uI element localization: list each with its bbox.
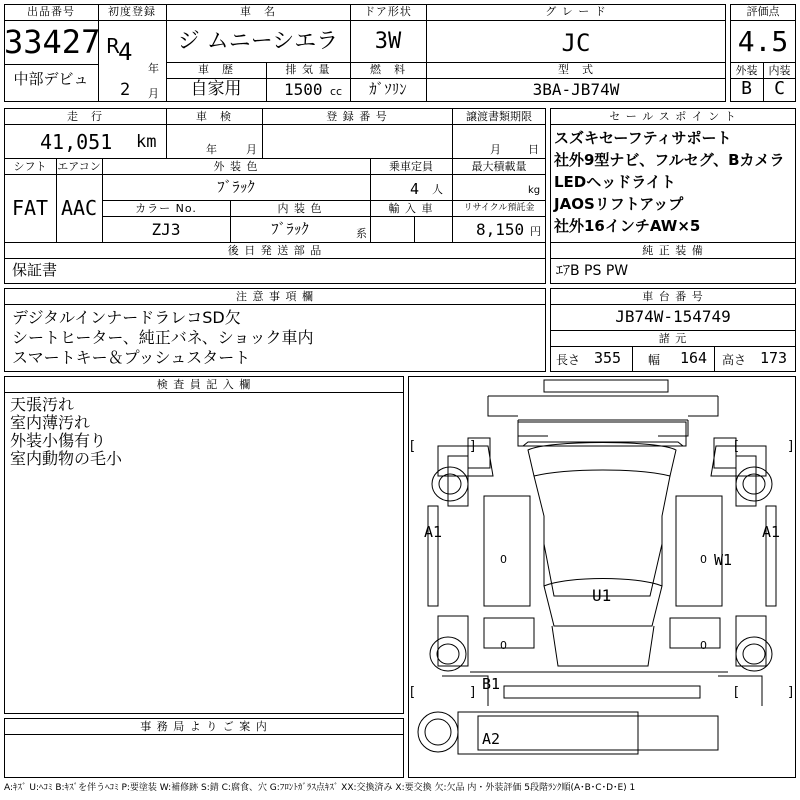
office-label: 事 務 局 よ り ご 案 内	[140, 720, 268, 733]
note-line: シートヒーター、純正バネ、ショック車内	[12, 328, 314, 347]
shift-value: FAT	[11, 196, 49, 220]
chassis-number: JB74W-154749	[615, 307, 731, 326]
chassis-label: 車 台 番 号	[642, 290, 704, 303]
interior-label: 内装	[768, 64, 791, 77]
color-no-value: ZJ3	[151, 220, 181, 239]
later-parts-label: 後 日 発 送 部 品	[227, 244, 323, 257]
svg-text:]: ]	[470, 439, 476, 454]
height-label: 高さ	[722, 353, 747, 367]
svg-text:[: [	[410, 685, 416, 700]
damage-mark-b1: B1	[482, 675, 501, 693]
history-label: 車 歴	[198, 63, 234, 76]
type-label: 型 式	[558, 63, 594, 76]
recycle-label: リサイクル預託金	[463, 203, 535, 213]
sales-points-label: セ ー ル ス ポ イ ン ト	[609, 110, 737, 123]
transfer-label: 譲渡書類期限	[466, 110, 532, 123]
capacity-unit: 人	[432, 183, 443, 196]
displacement-unit: cc	[330, 85, 343, 98]
inspection-year: 年	[206, 143, 217, 156]
year-unit: 年	[148, 62, 159, 75]
import-label: 輸 入 車	[388, 202, 434, 215]
load-label: 最大積載量	[471, 160, 527, 173]
equipment-value: ｴｱB PS PW	[556, 263, 629, 279]
transfer-day: 日	[528, 143, 539, 156]
equipment-label: 純 正 装 備	[642, 244, 704, 257]
sales-point: JAOSリフトアップ	[554, 195, 684, 213]
note-line: デジタルインナードラレコSD欠	[12, 308, 241, 327]
debut-label: 中部デビュ	[13, 70, 89, 88]
inspector-line: 室内薄汚れ	[10, 413, 91, 432]
mileage-label: 走 行	[67, 110, 103, 123]
inspector-line: 天張汚れ	[10, 395, 75, 414]
damage-mark-a1-left: A1	[424, 523, 443, 541]
aircon-value: AAC	[60, 196, 98, 220]
fuel-value: ｶﾞｿﾘﾝ	[369, 80, 407, 98]
type-value: 3BA-JB74W	[532, 80, 620, 99]
note-line: スマートキー＆プッシュスタート	[12, 348, 251, 367]
height-value: 173	[760, 349, 788, 367]
aircon-label: エアコン	[57, 160, 101, 173]
color-no-label: カラー No.	[135, 202, 197, 215]
model-name: ジ ムニーシエラ	[177, 29, 339, 54]
sales-point: 社外9型ナビ、フルセグ、Bカメラ	[554, 151, 785, 169]
width-value: 164	[680, 349, 708, 367]
damage-mark-a2: A2	[482, 730, 501, 748]
sales-point: スズキセーフティサポート	[554, 129, 732, 147]
interior-grade: C	[774, 78, 785, 99]
transfer-month: 月	[490, 143, 501, 156]
notes-label: 注 意 事 項 欄	[236, 290, 314, 303]
length-label: 長さ	[556, 353, 581, 367]
capacity-value: 4	[410, 180, 420, 198]
door-label: ドア形状	[364, 5, 412, 18]
grade-label: グ レ ー ド	[545, 5, 607, 18]
diagram-mark-zero: 0	[700, 553, 707, 566]
displacement-value: 1500	[284, 80, 323, 99]
first-reg-label: 初度登録	[108, 5, 156, 18]
length-value: 355	[594, 349, 622, 367]
mileage-unit: km	[136, 132, 157, 152]
later-parts-value: 保証書	[12, 261, 58, 279]
inspector-label: 検 査 員 記 入 欄	[156, 378, 252, 391]
shift-label: シフト	[13, 160, 47, 173]
svg-text:]: ]	[788, 439, 794, 454]
month-unit: 月	[148, 87, 159, 100]
sales-point: 社外16インチAW×5	[554, 217, 701, 235]
inspection-label: 車 検	[196, 110, 232, 123]
svg-text:[: [	[410, 439, 416, 454]
car-diagram	[408, 376, 796, 778]
inspector-line: 外装小傷有り	[10, 431, 107, 450]
color-value: ﾌﾞﾗｯｸ	[217, 178, 255, 196]
load-unit: kg	[528, 185, 541, 196]
mileage-value: 41,051	[40, 130, 113, 154]
lot-number: 33427	[4, 23, 101, 61]
damage-legend: A:ｷｽﾞ U:ﾍｺﾐ B:ｷｽﾞを伴うﾍｺﾐ P:要塗装 W:補修跡 S:錆 C:腐食、穴 G:ﾌﾛﾝﾄｶﾞﾗｽ点ｷｽﾞ XX:交換済み X:要交換 欠:欠品 内・外装評価 5段階ﾗﾝｸ順(A･B･C･D･E) 1	[4, 783, 636, 793]
inspector-line: 室内動物の毛小	[10, 449, 123, 468]
interior-color-label: 内 装 色	[277, 202, 323, 215]
history-value: 自家用	[190, 79, 242, 99]
svg-text:[: [	[734, 685, 740, 700]
lot-label: 出品番号	[27, 5, 75, 18]
spec-label: 諸 元	[658, 332, 688, 345]
diagram-mark-zero: 0	[700, 639, 707, 652]
score-value: 4.5	[737, 25, 789, 58]
sales-point: LEDヘッドライト	[554, 173, 676, 191]
score-label: 評価点	[746, 5, 780, 18]
interior-color-unit: 系	[356, 227, 367, 240]
svg-text:]: ]	[470, 685, 476, 700]
fuel-label: 燃 料	[370, 63, 406, 76]
diagram-mark-zero: 0	[500, 553, 507, 566]
capacity-label: 乗車定員	[389, 160, 433, 173]
diagram-mark-zero: 0	[500, 639, 507, 652]
year-number: 4	[118, 38, 133, 66]
door-type: 3W	[374, 29, 402, 54]
width-label: 幅	[648, 353, 661, 367]
svg-text:]: ]	[788, 685, 794, 700]
exterior-grade: B	[741, 78, 752, 99]
damage-mark-w1: W1	[714, 551, 733, 569]
interior-color-value: ﾌﾞﾗｯｸ	[271, 220, 309, 238]
damage-mark-u1: U1	[592, 586, 612, 605]
recycle-unit: 円	[530, 225, 541, 238]
registration-label: 登 録 番 号	[326, 110, 388, 123]
inspection-month: 月	[246, 143, 257, 156]
damage-mark-a1-right: A1	[762, 523, 781, 541]
month-number: 2	[120, 80, 131, 100]
svg-text:[: [	[734, 439, 740, 454]
color-label: 外 装 色	[213, 160, 259, 173]
displacement-label: 排 気 量	[285, 63, 331, 76]
era: R	[106, 34, 120, 58]
exterior-label: 外装	[735, 64, 758, 77]
grade-value: JC	[561, 29, 591, 57]
recycle-value: 8,150	[476, 220, 525, 239]
model-label: 車 名	[240, 5, 276, 18]
